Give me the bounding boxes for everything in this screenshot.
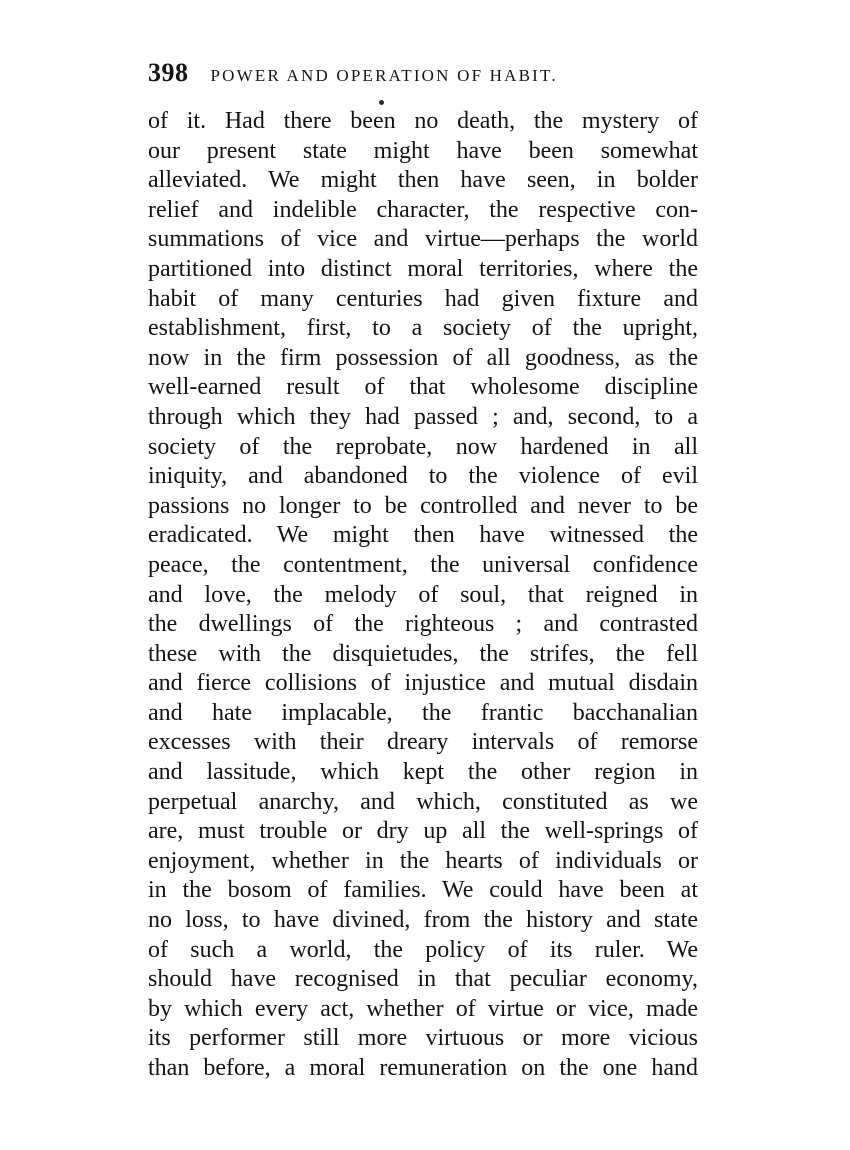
- text-line: and fierce collisions of injustice and mutual disdain: [148, 670, 698, 697]
- ink-speck: [379, 100, 384, 105]
- text-line: these with the disquietudes, the strifes, the fell: [148, 640, 698, 667]
- text-line: peace, the contentment, the universal confidence: [148, 551, 698, 578]
- text-line: and love, the melody of soul, that reigned in: [148, 581, 698, 608]
- running-head-title: POWER AND OPERATION OF HABIT.: [210, 66, 558, 85]
- text-line: perpetual anarchy, and which, constituted as we: [148, 788, 698, 815]
- text-line: no loss, to have divined, from the history and state: [148, 907, 698, 934]
- text-line: iniquity, and abandoned to the violence of evil: [148, 463, 698, 490]
- text-line: and lassitude, which kept the other region in: [148, 759, 698, 786]
- text-line: our present state might have been somewhat: [148, 137, 698, 164]
- text-line: alleviated. We might then have seen, in bolder: [148, 167, 698, 194]
- text-line: habit of many centuries had given fixture and: [148, 285, 698, 312]
- text-line: the dwellings of the righteous ; and contrasted: [148, 611, 698, 638]
- text-line: now in the firm possession of all goodness, as the: [148, 344, 698, 371]
- text-line: relief and indelible character, the respective con-: [148, 196, 698, 223]
- text-line: are, must trouble or dry up all the well-springs of: [148, 818, 698, 845]
- text-line: through which they had passed ; and, second, to a: [148, 403, 698, 430]
- text-line: passions no longer to be controlled and never to be: [148, 492, 698, 519]
- text-line: of such a world, the policy of its ruler. We: [148, 936, 698, 963]
- text-line: should have recognised in that peculiar economy,: [148, 966, 698, 993]
- running-head: [148, 58, 708, 94]
- body-text: [148, 107, 698, 1084]
- text-line: than before, a moral remuneration on the one hand: [148, 1055, 698, 1081]
- text-line: enjoyment, whether in the hearts of individuals or: [148, 847, 698, 874]
- text-line: of it. Had there been no death, the mystery of: [148, 108, 698, 134]
- text-line: eradicated. We might then have witnessed the: [148, 522, 698, 549]
- text-line: and hate implacable, the frantic bacchanalian: [148, 699, 698, 726]
- text-line: in the bosom of families. We could have been at: [148, 877, 698, 904]
- text-line: excesses with their dreary intervals of remorse: [148, 729, 698, 756]
- page-number: 398: [148, 58, 189, 87]
- text-line: its performer still more virtuous or more vicious: [148, 1025, 698, 1052]
- text-line: society of the reprobate, now hardened in all: [148, 433, 698, 460]
- text-line: well-earned result of that wholesome discipline: [148, 374, 698, 401]
- text-line: by which every act, whether of virtue or vice, made: [148, 995, 698, 1022]
- text-line: establishment, first, to a society of the upright,: [148, 315, 698, 342]
- text-line: summations of vice and virtue—perhaps the world: [148, 226, 698, 253]
- text-line: partitioned into distinct moral territories, where the: [148, 255, 698, 282]
